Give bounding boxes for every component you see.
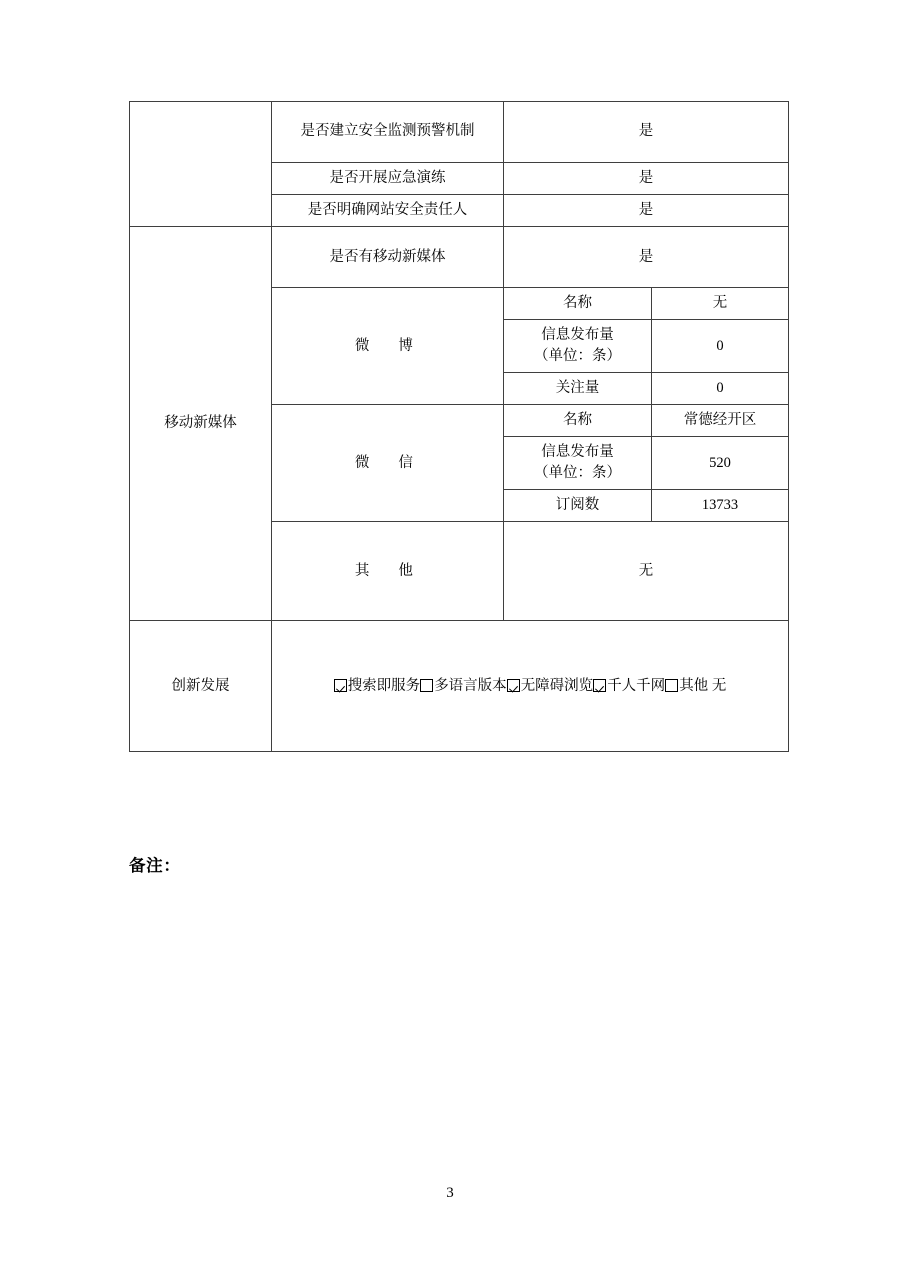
table-row (130, 102, 789, 163)
weibo-value-publish: 0 (652, 320, 789, 373)
checkbox-checked-icon[interactable] (334, 679, 347, 692)
security-value-1: 是 (504, 163, 789, 195)
checkbox-checked-icon[interactable] (593, 679, 606, 692)
weixin-label: 微 信 (272, 405, 504, 522)
weibo-field-name: 名称 (504, 288, 652, 320)
security-label-2: 是否明确网站安全责任人 (272, 195, 504, 227)
report-table-wrapper (129, 101, 788, 752)
weixin-value-name: 常德经开区 (652, 405, 789, 437)
weibo-field-publish-line1: 信息发布量 (541, 327, 614, 344)
page-number: 3 (446, 1185, 454, 1201)
security-label-1: 是否开展应急演练 (272, 163, 504, 195)
innovation-option-4[interactable] (665, 678, 708, 694)
other-media-label: 其 他 (272, 522, 504, 621)
weixin-value-subscribers: 13733 (652, 490, 789, 522)
innovation-option-0-label: 搜索即服务 (347, 677, 421, 694)
weixin-field-name: 名称 (504, 405, 652, 437)
innovation-option-4-label: 其他 (679, 677, 709, 694)
weibo-label: 微 博 (272, 288, 504, 405)
other-media-value: 无 (504, 522, 789, 621)
weibo-value-followers: 0 (652, 373, 789, 405)
innovation-option-3[interactable] (593, 678, 665, 694)
security-category-cell (130, 102, 272, 227)
innovation-category-cell: 创新发展 (130, 621, 272, 752)
has-media-value: 是 (504, 227, 789, 288)
innovation-option-1[interactable] (420, 678, 507, 694)
innovation-option-2[interactable] (507, 678, 594, 694)
note-label: 备注： (129, 856, 181, 875)
table-row (130, 227, 789, 288)
weixin-field-publish-line2: （单位：条） (534, 465, 621, 482)
checkbox-unchecked-icon[interactable] (665, 679, 678, 692)
checkbox-unchecked-icon[interactable] (420, 679, 433, 692)
checkbox-checked-icon[interactable] (507, 679, 520, 692)
weibo-field-publish (504, 320, 652, 373)
weixin-field-subscribers: 订阅数 (504, 490, 652, 522)
media-category-cell: 移动新媒体 (130, 227, 272, 621)
innovation-option-1-label: 多语言版本 (434, 677, 507, 694)
report-table (129, 101, 789, 752)
weibo-field-publish-line2: （单位：条） (534, 348, 621, 365)
table-row (130, 621, 789, 752)
security-value-2: 是 (504, 195, 789, 227)
security-value-0: 是 (504, 102, 789, 163)
innovation-option-0[interactable] (334, 678, 421, 694)
weibo-value-name: 无 (652, 288, 789, 320)
innovation-options-cell (272, 621, 789, 752)
weixin-value-publish: 520 (652, 437, 789, 490)
has-media-label: 是否有移动新媒体 (272, 227, 504, 288)
weixin-field-publish (504, 437, 652, 490)
security-label-0: 是否建立安全监测预警机制 (272, 102, 504, 163)
innovation-trailing-text: 无 (711, 677, 727, 694)
weibo-field-followers: 关注量 (504, 373, 652, 405)
weixin-field-publish-line1: 信息发布量 (541, 444, 614, 461)
innovation-option-2-label: 无障碍浏览 (520, 677, 594, 694)
innovation-option-3-label: 千人千网 (607, 677, 666, 694)
